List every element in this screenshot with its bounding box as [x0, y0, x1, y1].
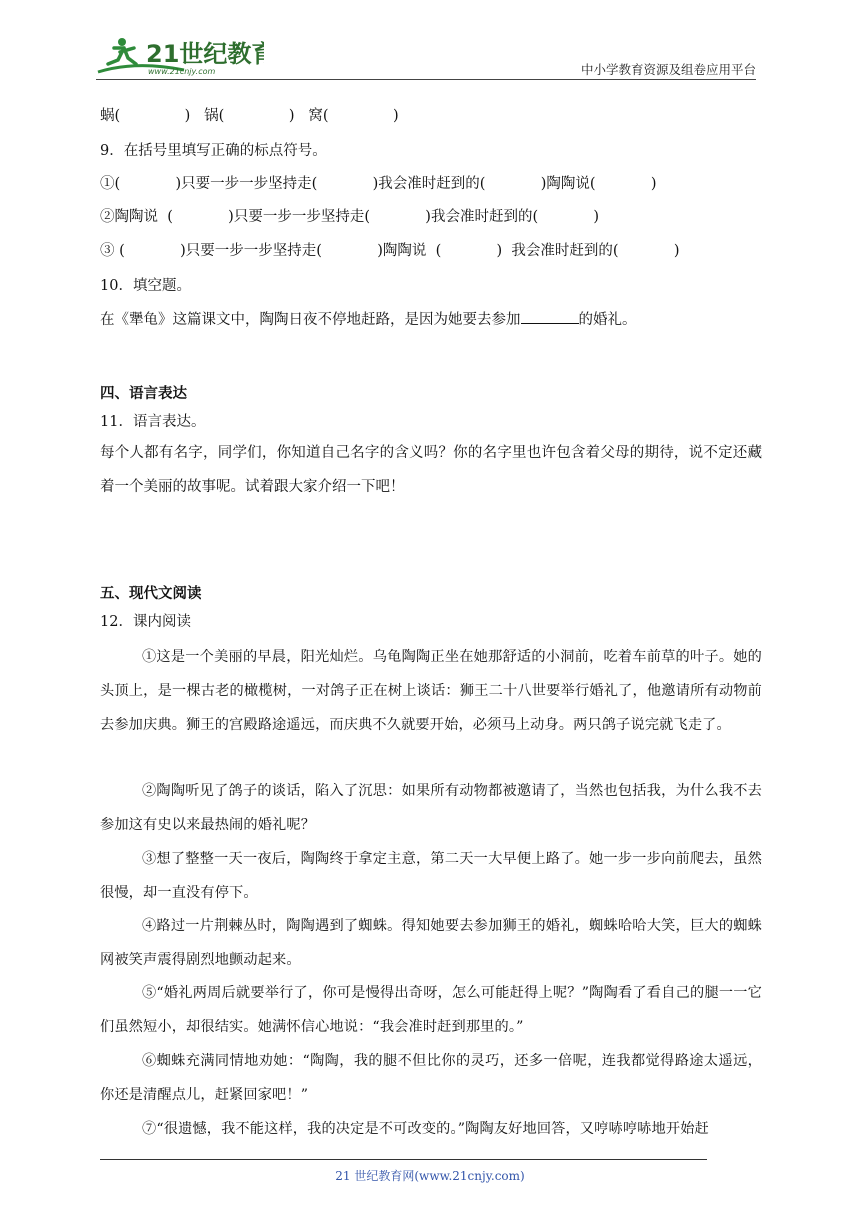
question-10-text [100, 311, 637, 329]
runner-logo-icon [94, 34, 264, 80]
question-9-item-3: ③ ( )只要一步一步坚持走( )陶陶说 ( ) 我会准时赶到的( ) [100, 243, 680, 259]
logo-title: 21世纪教育 [146, 40, 264, 68]
passage-paragraph: ④路过一片荆棘丛时，陶陶遇到了蜘蛛。得知她要去参加狮王的婚礼，蜘蛛哈哈大笑，巨大的蜘蛛网被笑声震得剧烈地颤动起来。 [100, 918, 762, 968]
question-11: 11．语言表达。 [100, 414, 206, 430]
logo-url: www.21cnjy.com [148, 67, 216, 76]
passage-paragraph: ③想了整整一天一夜后，陶陶终于拿定主意，第二天一大早便上路了。她一步一步向前爬去，虽然很慢，却一直没有停下。 [100, 851, 762, 901]
passage-paragraph: ⑦“很遗憾，我不能这样，我的决定是不可改变的。”陶陶友好地回答，又哼哧哼哧地开始赶 [142, 1121, 709, 1137]
q10-text-a: 在《犟龟》这篇课文中，陶陶日夜不停地赶路，是因为她要去参加 [100, 312, 521, 328]
header-divider [96, 79, 756, 80]
passage-paragraph: ⑤“婚礼两周后就要举行了，你可是慢得出奇呀，怎么可能赶得上呢？”陶陶看了看自己的腿一一它们虽然短小，却很结实。她满怀信心地说：“我会准时赶到那里的。” [100, 985, 762, 1035]
passage-paragraph: ①这是一个美丽的早晨，阳光灿烂。乌龟陶陶正坐在她那舒适的小洞前，吃着车前草的叶子。她的头顶上，是一棵古老的橄榄树，一对鸽子正在树上谈话：狮王二十八世要举行婚礼了，他邀请所有动物前去参加庆典。狮王的宫殿路途遥远，而庆典不久就要开始，必须马上动身。两只鸽子说完就飞走了。 [100, 649, 762, 733]
site-logo [94, 34, 264, 80]
question-9-item-1: ①( )只要一步一步坚持走( )我会准时赶到的( )陶陶说( ) [100, 176, 657, 192]
question-9: 9．在括号里填写正确的标点符号。 [100, 143, 327, 159]
section-4-heading: 四、语言表达 [100, 385, 187, 402]
char-blank-line: 蜗( ) 锅( ) 窝( ) [100, 108, 399, 124]
passage-paragraph: ⑥蜘蛛充满同情地劝她：“陶陶，我的腿不但比你的灵巧，还多一倍呢，连我都觉得路途太遥远，你还是清醒点儿，赶紧回家吧！” [100, 1053, 762, 1103]
question-9-item-2: ②陶陶说 ( )只要一步一步坚持走( )我会准时赶到的( ) [100, 209, 600, 225]
fill-blank [521, 311, 579, 324]
passage-paragraph: ②陶陶听见了鸽子的谈话，陷入了沉思：如果所有动物都被邀请了，当然也包括我，为什么我不去参加这有史以来最热闹的婚礼呢？ [100, 783, 762, 833]
question-10: 10．填空题。 [100, 278, 191, 294]
question-12: 12．课内阅读 [100, 614, 191, 630]
question-11-text: 每个人都有名字，同学们，你知道自己名字的含义吗？你的名字里也许包含着父母的期待，说不定还藏着一个美丽的故事呢。试着跟大家介绍一下吧！ [100, 445, 762, 495]
platform-label: 中小学教育资源及组卷应用平台 [580, 62, 756, 77]
footer-divider [100, 1159, 707, 1160]
footer-text: 21 世纪教育网(www.21cnjy.com) [335, 1169, 525, 1183]
q10-text-b: 的婚礼。 [578, 312, 637, 328]
section-5-heading: 五、现代文阅读 [100, 585, 202, 602]
